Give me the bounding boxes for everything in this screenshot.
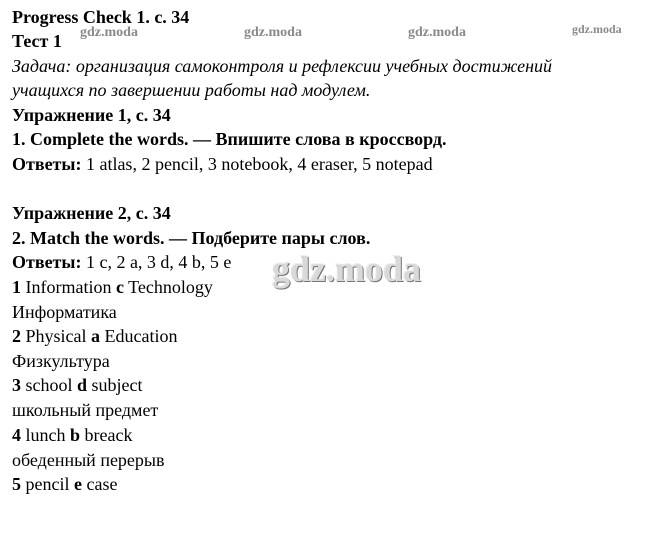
exercise-2-answers bbox=[12, 251, 231, 273]
pair-4-translation: обеденный перерыв bbox=[12, 450, 165, 470]
task-line-1: Задача: организация самоконтроля и рефлексии учебных достижений bbox=[12, 56, 553, 76]
pair-left: Information bbox=[21, 277, 116, 297]
watermark-small: gdz.moda bbox=[572, 22, 622, 36]
answers-label: Ответы: bbox=[12, 154, 82, 174]
task-line-2: учащихся по завершении работы над модулем. bbox=[12, 80, 371, 100]
pair-letter: d bbox=[77, 375, 88, 395]
pair-5 bbox=[12, 473, 117, 495]
exercise-1-answers bbox=[12, 153, 433, 175]
pair-2 bbox=[12, 325, 177, 347]
answers-text: 1 atlas, 2 pencil, 3 notebook, 4 eraser, 5 notepad bbox=[81, 154, 433, 174]
watermark-small: gdz.moda bbox=[408, 25, 466, 40]
pair-letter: e bbox=[73, 474, 82, 494]
pair-2-translation: Физкультура bbox=[12, 351, 110, 371]
pair-left: pencil bbox=[21, 474, 74, 494]
pair-letter: c bbox=[115, 277, 124, 297]
pair-3-translation: школьный предмет bbox=[12, 400, 159, 420]
pair-letter: a bbox=[91, 326, 100, 346]
pair-letter: b bbox=[70, 425, 81, 445]
answers-label: Ответы: bbox=[12, 252, 82, 272]
pair-number: 3 bbox=[12, 375, 21, 395]
pair-right: Education bbox=[100, 326, 178, 346]
pair-number: 2 bbox=[12, 326, 21, 346]
watermark-small: gdz.moda bbox=[244, 25, 302, 40]
pair-left: Physical bbox=[21, 326, 91, 346]
watermark-small: gdz.moda bbox=[80, 25, 138, 40]
pair-left: lunch bbox=[21, 425, 70, 445]
pair-4 bbox=[12, 424, 132, 446]
pair-left: school bbox=[21, 375, 77, 395]
exercise-2-heading: Упражнение 2, с. 34 bbox=[12, 203, 171, 223]
pair-right: Technology bbox=[123, 277, 213, 297]
page-title: Progress Check 1. с. 34 bbox=[12, 7, 190, 27]
pair-right: breack bbox=[80, 425, 133, 445]
test-label: Тест 1 bbox=[12, 31, 62, 51]
exercise-1-heading: Упражнение 1, с. 34 bbox=[12, 105, 171, 125]
pair-number: 4 bbox=[12, 425, 21, 445]
watermark-large: gdz.moda bbox=[272, 249, 422, 289]
pair-number: 1 bbox=[12, 277, 21, 297]
pair-1-translation: Информатика bbox=[12, 302, 117, 322]
pair-right: subject bbox=[87, 375, 143, 395]
exercise-1-instruction: 1. Complete the words. — Впишите слова в кроссворд. bbox=[12, 129, 447, 149]
pair-right: case bbox=[81, 474, 118, 494]
exercise-2-instruction: 2. Match the words. — Подберите пары слов. bbox=[12, 228, 371, 248]
pair-3 bbox=[12, 374, 143, 396]
pair-1 bbox=[12, 276, 213, 298]
pair-number: 5 bbox=[12, 474, 21, 494]
answers-text: 1 c, 2 a, 3 d, 4 b, 5 e bbox=[81, 252, 232, 272]
